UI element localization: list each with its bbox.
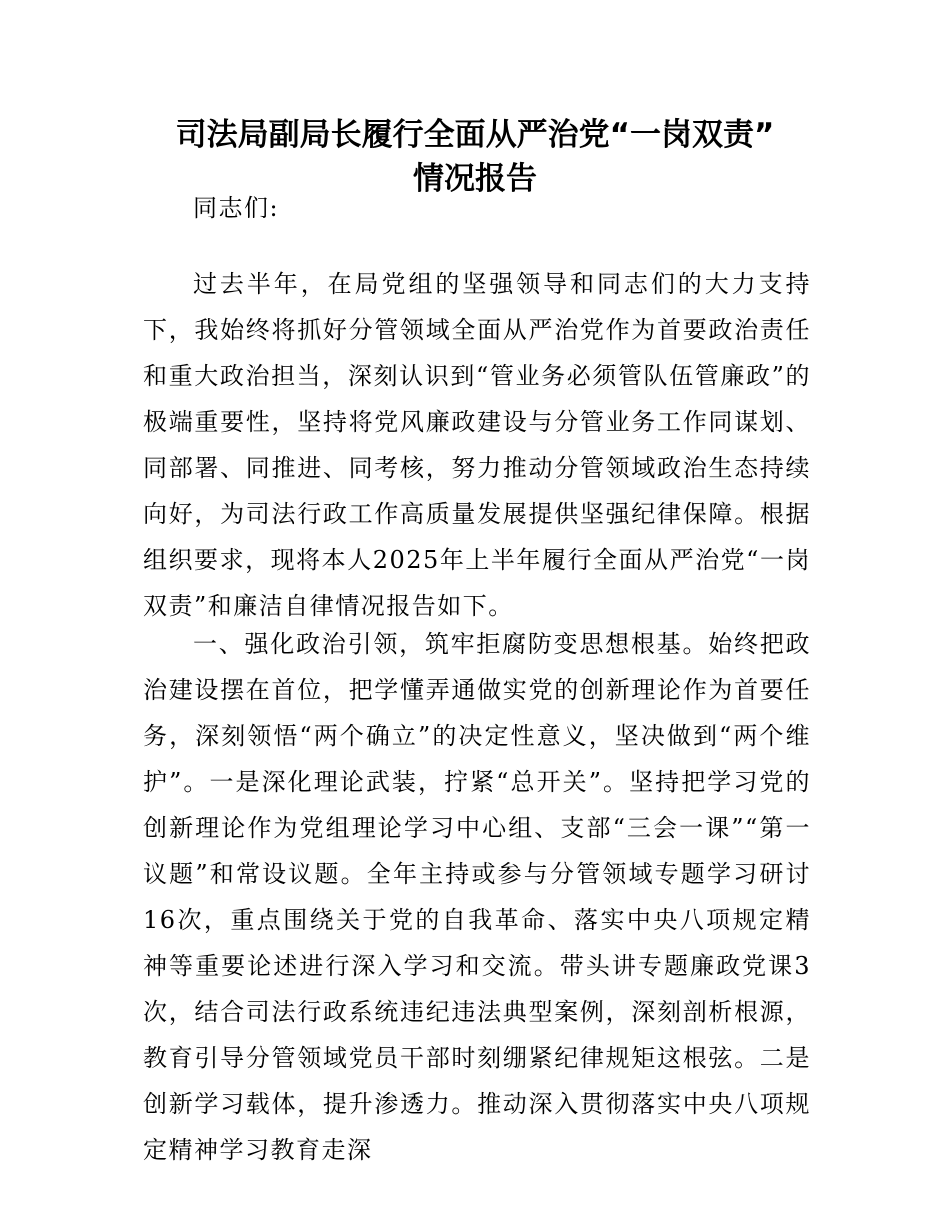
document-title-line-2: 情况报告 xyxy=(413,161,537,197)
paragraph-intro: 过去半年，在局党组的坚强领导和同志们的大力支持下，我始终将抓好分管领域全面从严治党作为首要政治责任和重大政治担当，深刻认识到“管业务必须管队伍管廉政”的极端重要性，坚持将党风廉政建设与分管业务工作同谋划、同部署、同推进、同考核，努力推动分管领域政治生态持续向好，为司法行政工作高质量发展提供坚强纪律保障。根据组织要求，现将本人2025年上半年履行全面从严治党“一岗双责”和廉洁自律情况报告如下。 xyxy=(143,270,811,620)
salutation: 同志们: xyxy=(193,194,280,222)
paragraph-section-1: 一、强化政治引领，筑牢拒腐防变思想根基。始终把政治建设摆在首位，把学懂弄通做实党的创新理论作为首要任务，深刻领悟“两个确立”的决定性意义，坚决做到“两个维护”。一是深化理论武装，拧紧“总开关”。坚持把学习党的创新理论作为党组理论学习中心组、支部“三会一课”“第一议题”和常设议题。全年主持或参与分管领域专题学习研讨16次，重点围绕关于党的自我革命、落实中央八项规定精神等重要论述进行深入学习和交流。带头讲专题廉政党课3次，结合司法行政系统违纪违法典型案例，深刻剖析根源，教育引导分管领域党员干部时刻绷紧纪律规矩这根弦。二是创新学习载体，提升渗透力。推动深入贯彻落实中央八项规定精神学习教育走深 xyxy=(143,630,811,1164)
document-title-line-1: 司法局副局长履行全面从严治党“一岗双责” xyxy=(175,117,775,153)
